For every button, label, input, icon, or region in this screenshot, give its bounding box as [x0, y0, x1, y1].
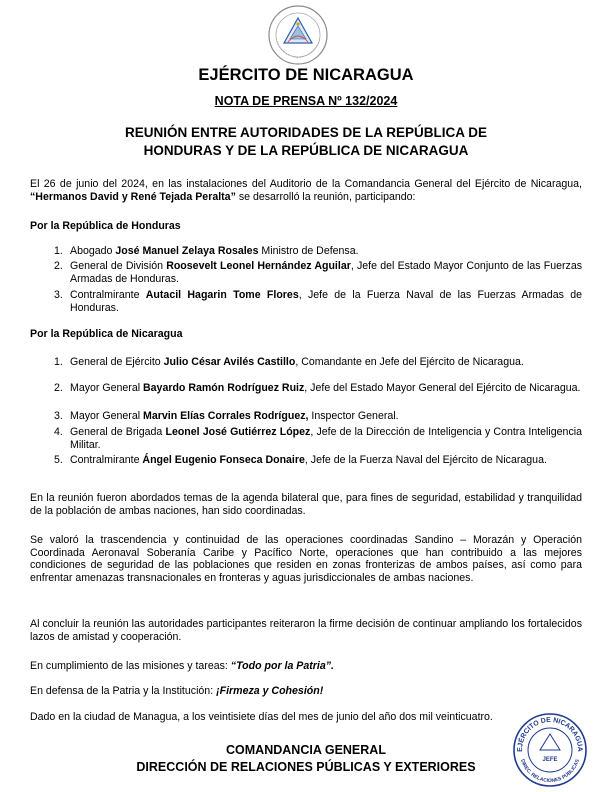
paragraph-agenda: En la reunión fueron abordados temas de la agenda bilateral que, para fines de seguridad, estabilidad y tranquilidad de la población de ambas naciones, han sido coordinadas. — [30, 492, 582, 517]
paragraph-conclusion: Al concluir la reunión las autoridades participantes reiteraron la firme decisión de continuar ampliando los fortalecidos lazos de amistad y cooperación. — [30, 618, 582, 643]
intro-paragraph: El 26 de junio del 2024, en las instalaciones del Auditorio de la Comandancia General del Ejército de Nicaragua, “Hermanos David y René Tejada Peralta” se desarrolló la reunión, participando: — [30, 178, 582, 203]
footer-directorate: DIRECCIÓN DE RELACIONES PÚBLICAS Y EXTERIORES — [136, 760, 476, 774]
document-title: REUNIÓN ENTRE AUTORIDADES DE LA REPÚBLICA DE HONDURAS Y DE LA REPÚBLICA DE NICARAGUA — [124, 125, 488, 158]
list-item: 1. Abogado José Manuel Zelaya Rosales Ministro de Defensa. — [54, 245, 359, 257]
stamp-bottom-text: DIREC. RELACIONES PÚBLICAS — [519, 758, 581, 785]
list-item: 1. General de Ejército Julio César Avilés Castillo, Comandante en Jefe del Ejército de Nicaragua. — [54, 356, 524, 368]
list-item: 2. General de División Roosevelt Leonel Hernández Aguilar, Jefe del Estado Mayor Conjunto de las Fuerzas Armadas de Honduras. — [54, 260, 583, 285]
stamp-center-text: JEFE — [542, 757, 558, 763]
paragraph-operations: Se valoró la trascendencia y continuidad de las operaciones coordinadas Sandino – Morazán y Operación Coordinada Aeronaval Soberanía Caribe y Pacífico Norte, operaciones que han contribuido a las mejores condiciones de seguridad de las poblaciones que residen en zonas fronterizas de ambos países, así como para enfrentar amenazas transnacionales en fronteras y aguas jurisdiccionales de ambas naciones. — [30, 534, 582, 584]
list-item: 4. General de Brigada Leonel José Gutiérrez López, Jefe de la Dirección de Inteligencia y Contra Inteligencia Militar. — [54, 426, 582, 451]
press-note-number: NOTA DE PRENSA Nº 132/2024 — [214, 94, 398, 108]
coat-of-arms-icon — [266, 4, 330, 66]
official-stamp-icon — [510, 712, 590, 788]
list-item: 5. Contralmirante Ángel Eugenio Fonseca Donaire, Jefe de la Fuerza Naval del Ejército de Nicaragua. — [54, 454, 547, 466]
section-heading-nicaragua: Por la República de Nicaragua — [30, 328, 183, 340]
section-heading-honduras: Por la República de Honduras — [30, 220, 181, 232]
stamp-top-text: EJÉRCITO DE NICARAGUA — [516, 716, 584, 752]
paragraph-date: Dado en la ciudad de Managua, a los veintisiete días del mes de junio del año dos mil veinticuatro. — [30, 711, 493, 723]
footer-command: COMANDANCIA GENERAL — [226, 743, 386, 757]
list-item: 3. Contralmirante Autacil Hagarin Tome Flores, Jefe de la Fuerza Naval de las Fuerzas Armadas de Honduras. — [54, 289, 582, 314]
list-item: 2. Mayor General Bayardo Ramón Rodríguez Ruiz, Jefe del Estado Mayor General del Ejército de Nicaragua. — [54, 382, 581, 394]
organization-title: EJÉRCITO DE NICARAGUA — [198, 66, 414, 84]
paragraph-mission: En cumplimiento de las misiones y tareas: “Todo por la Patria”. — [30, 660, 334, 672]
list-item: 3. Mayor General Marvin Elías Corrales Rodríguez, Inspector General. — [54, 410, 399, 422]
paragraph-defense: En defensa de la Patria y la Institución: ¡Firmeza y Cohesión! — [30, 685, 324, 697]
